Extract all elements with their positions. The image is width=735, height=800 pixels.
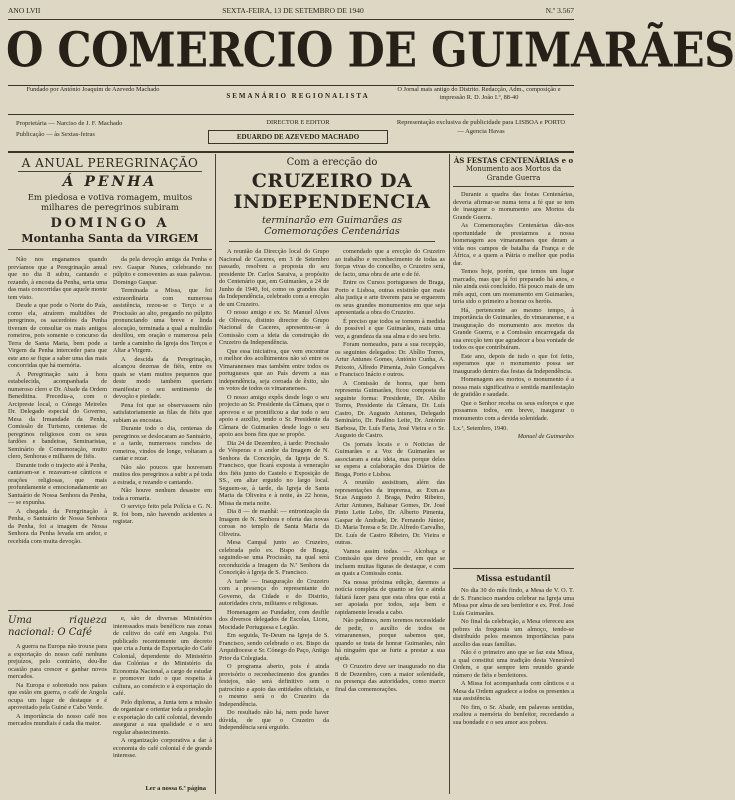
cruzeiro-paragraph: Dia 8 — de manhã: — entronização da Imagem de N. Senhora e oferta das novas coroas no templo de Santa Maria da Oliveira. <box>219 508 329 538</box>
director-box <box>208 118 388 144</box>
cruzeiro-paragraph: Homenagem ao Fundador, com desfile dos diversos delegados de Escolas, Liceu, Mocidade Portuguesa e Legião. <box>219 608 329 631</box>
penha-paragraph: A Peregrinação saiu à hora estabelecida, acompanhada de numeroso clero e Dr. Abade da Ordem Beneditina. Precedia-a, com o Arcipreste local, o Cónego Meireles Dr. Delegado especial do Governo, Mesa da Irmandade da Penha, Comissão de Turismo, centenas de peregrinos religiosos com os seus fardões e bandeiras, Seminaristas, Seminário de Comemoração, muito clero, Senhoras e milhares de fiéis. <box>8 370 107 460</box>
cruzeiro-body-right <box>335 248 445 733</box>
founder-note: Fundado por António Joaquim de Azevedo Machado <box>26 86 160 93</box>
coffee-body-right <box>113 615 212 761</box>
cruzeiro-body-left <box>219 248 329 733</box>
coffee-paragraph: A importância do nosso café nos mercados mundiais é cada dia maior. <box>8 712 107 727</box>
monument-paragraph: Homenagem aos mortos, o monumento é a nossa mais significativa e sentida manifestação de gratidão e saudade. <box>453 376 574 398</box>
penha-subhead: DOMINGO A <box>50 216 170 231</box>
cruzeiro-paragraph: Foram nomeados, para a sua recepção, os seguintes delegados: Dr. Abílio Torres, Artur Antunes Gomes, António Cunha, A. Peixoto, Alfredo Pimenta, João Gonçalves e Francisco Inácio e outros. <box>335 341 445 378</box>
issue-number: N.º 3.567 <box>545 6 574 15</box>
cruzeiro-paragraph: A reunião assistiram, além das representações da imprensa, as Exm.as Sr.as Augusto J. Braga, Pedro Ribeiro, Artur Antunes, Baltasar Gomes, Dr. José Pinto Leite Lobo, Dr. Alberto Pimenta, Gaspar de Andrade, Dr. Fernando Júnior, D. Maria Teresa e Sr. Dr. Alfredo Carvalho, Dr. Luís de Castro Ribeiro, Dr. Vieira e outras. <box>335 479 445 546</box>
missa-paragraph: Não é o primeiro ano que se faz esta Missa, a qual constitui uma tradição desta Venerável Ordem, e que sempre tem reunido grande número de fiéis e benfeitores. <box>453 649 574 679</box>
oldest-note: O Jornal mais antigo do Distrito. Redacção, Adm., composição e impressão R. D. João I.º, 88-40 <box>397 86 561 101</box>
missa-paragraph: A Missa foi acompanhada com cânticos e a Mesa da Ordem agradece a todos os presentes a sua assistência. <box>453 680 574 702</box>
cruzeiro-paragraph: A Comissão de honra, que bem representa Guimarães, ficou composta da seguinte forma: Presidente, Dr. Abílio Torres, Presidente da Câmara, Dr. Luís Castro, Dr. Augusto Antunes, Delegado Seminário, Dr. Paulino Leite, Dr. António Barbosa, Dr. Luís Faria, José Vieira e o Sr. Augusto de Castro. <box>335 379 445 439</box>
director-label: DIRECTOR E EDITOR <box>266 119 330 126</box>
penha-paragraph: A descida da Peregrinação, alcançou dezenas de fiéis, entre os quais se viam muitos pequenos que deste modo também queriam manifestar o seu sentimento de devoção e piedade. <box>113 355 212 400</box>
penha-paragraph: Terminada a Missa, que foi extraordinária com numerosa assistência, rezou-se o Terço e a Procissão ao alto, pregando no púlpito pronunciando uma breve e linda alocução, terminada a qual a multidão desfilou, em oração e numerosa pela tarde a caminho da Igreja dos Terços e Altar a Virgem. <box>113 287 212 354</box>
cruzeiro-kicker: Com a erecção do <box>286 157 378 168</box>
director-name: EDUARDO DE AZEVEDO MACHADO <box>208 130 388 144</box>
cruzeiro-paragraph: O Cruzeiro deve ser inaugurado no dia 8 de Dezembro, com a maior solenidade, na presença das autoridades, como marco final das comemorações. <box>335 663 445 693</box>
penha-paragraph: Não são poucos que houveram muitos dos peregrinos a subir a pé toda a estrada, e rezando e cantando. <box>113 463 212 486</box>
coffee-paragraph: A guerra na Europa não trouxe para a exportação do nosso café nenhuns prejuízos, pelo contrário, deu-lhe ocasião para crescer e ganhar novos mercados. <box>8 643 107 680</box>
coffee-paragraph: A organização corporativa a dar à economia do café colonial é de grande interesse. <box>113 737 212 759</box>
monument-paragraph: Que o Senhor receba os seus esforços e que possamos todos, em breve, inaugurar o monumento com a devida solenidade. <box>453 399 574 422</box>
cruzeiro-paragraph: comendado que a erecção do Cruzeiro ao trabalho e reconhecimento de todas as forças vivas do concelho, o Cruzeiro será, de facto, uma obra de arte e de fé. <box>335 248 445 278</box>
monument-paragraph: Há, pertencente ao mesmo tempo, à importância do Guimarães, do vimaranense, e a inauguração do monumento aos mortos da Grande Guerra, e a Comissão encarregada da sua erecção tem que agradecer a boa vontade de todos os que contribuíram. <box>453 306 574 351</box>
cruzeiro-paragraph: É preciso que todos se tornem à medida do possível e que Guimarães, mais uma vez, a grandeza da sua alma e do seu brio. <box>335 317 445 340</box>
penha-paragraph: da pela devoção amiga da Penha e rev. Gaspar Nunes, celebrando no púlpito e comoventes as suas palavras. Domingo Gaspar. <box>113 256 212 286</box>
ads-info: Representação exclusiva de publicidade para LISBOA e PORTO — Agencia Havas <box>396 119 566 135</box>
coffee-paragraph: Na Europa e sobretudo nos países que estão em guerra, o café de Angola ocupa um lugar de destaque e é aproveitado pela Guiné e Cabo Verde. <box>8 681 107 711</box>
cruzeiro-paragraph: Entre os Cursos portugueses de Braga, Porto e Lisboa, outras existirão que mais alta justiça e arte tiverem para se erguerem os seus grandes monumentos em que seja apresentada a obra do Cruzeiro. <box>335 279 445 316</box>
coffee-headline: Uma riqueza nacional: O Café <box>8 615 107 638</box>
penha-paragraph: A chegada da Peregrinação à Penha, o Santuário de Nossa Senhora da Penha, foi a imagem de Nossa Senhora da Penha levada em andor, e recebida com muita devoção. <box>8 507 107 545</box>
divider <box>8 114 574 115</box>
cruzeiro-paragraph: Mesa Campal junto ao Cruzeiro, celebrada pelo ex. Bispo de Braga, seguindo-se uma Procissão, na qual será reconduzida a Imagem da N.ª Senhora da Conceição à Igreja de S. Francisco. <box>219 539 329 576</box>
year-label: ANO LVII <box>8 6 41 15</box>
masthead-title: O COMERCIO DE GUIMARÃES <box>6 23 735 79</box>
cruzeiro-paragraph: Do resultado não há, nem pode haver dúvida, de que o Cruzeiro da Independência será erguido. <box>219 709 329 731</box>
penha-paragraph: Pena foi que se observassem não satisfatoriamente as filas de fiéis que subiam as encostas. <box>113 401 212 424</box>
penha-body-left <box>8 256 107 546</box>
cruzeiro-paragraph: Não pedimos, nem teremos necessidade de pedir, o auxílio de todos os vimaranenses, porque sabemos que, quando se trata de honrar Guimarães, não há ninguém que se furte a prestar a sua ajuda. <box>335 617 445 662</box>
missa-headline: Missa estudantil <box>476 573 551 583</box>
owner-line: Proprietária — Narciso de J. F. Machado <box>16 120 123 127</box>
penha-body-columns <box>8 256 212 546</box>
paper-subtitle: SEMANÁRIO REGIONALISTA <box>226 92 370 100</box>
penha-paragraph: Durante todo o dia, centenas de peregrinos se deslocaram ao Santuário, e a tarde, numerosos ranchos de romeiros, vindos de longe, voltaram a cantar e rezar. <box>113 425 212 462</box>
cruzeiro-paragraph: Vamos assim todas. — Alcobaça e Comissão que deve presidir, em que se incluem muitas figuras de destaque, e com as quais a Comissão conta. <box>335 547 445 577</box>
cruzeiro-article <box>219 154 445 794</box>
monument-paragraph: As Comemorações Centenárias dão-nos oportunidade de prestarmos a nossa homenagem aos vimaranenses que deram a vida nos campos de batalha da França e de África, e a quem a Pátria o melhor que podia dar. <box>453 222 574 267</box>
coffee-body-left <box>8 615 107 761</box>
penha-paragraph: Não nos enganamos quando prevíamos que a Peregrinação anual que no dia 8 subiu, cantando e rezando, à encosta da Penha, seria uma das mais concorridas que aquele monte tem visto. <box>8 256 107 301</box>
column-rule <box>215 154 216 794</box>
divider <box>8 151 574 153</box>
monument-paragraph: Durante a quadra das festas Centenárias, deveria afirmar-se numa terra a fé que se tem de inaugurar o monumento aos Mortos da Grande Guerra. <box>453 191 574 221</box>
coffee-paragraph: e, são de diversas Ministérios interessados mais benéficos nas zonas de cultivo do café em Angola. Foi publicado recentemente um decreto que cria a Junta de Exportação do Café Colonial, dependente do Ministério das Colónias e do Ministério da Economia Nacional, a cargo de estudar e promover tudo o que respeita à cultura, ao comércio e à exportação do café. <box>113 615 212 697</box>
monument-paragraph: Temos hoje, porém, que temos um lugar marcado, mas que já foi preparado há anos, e não ainda está concluído. Há pouco mais de um mês aqui, com um monumento em Guimarães, teria sido o primeiro a honrar os heróis. <box>453 268 574 305</box>
monument-sign-date: Lx.ª, Setembro, 1940. <box>453 425 508 432</box>
monument-subhead: Monumento aos Mortos da Grande Guerra <box>453 165 574 187</box>
monument-signature: Manuel de Guimarães <box>517 432 574 440</box>
penha-paragraph: Não houve nenhum desastre em toda a romaria. <box>113 487 212 502</box>
cruzeiro-paragraph: Dia 24 de Dezembro, à tarde: Procissão de Vésperas e o andor da Imagem de N. Senhora da Conceição, da Igreja de S. Francisco, que ficará exposta à veneração dos fiéis junto do Castelo e Exposição de SS., em altar erguido no largo local. Seguem-se, à tarde, da Igreja de Santa Maria da Oliveira e à noite, às 22 horas, Missa da meia noite. <box>219 439 329 507</box>
publisher-info <box>16 118 176 140</box>
penha-deck: Em piedosa e votiva romagem, muitos milhares de peregrinos subiram <box>27 193 193 213</box>
penha-paragraph: Desde a que pode o Norte do País, como ela, atraírem multidões de peregrinos, os sacerdotes da Penha tiveram de consultar os mais antigos romeiros, pois somente o concurso da Terra de Santa Maria, bem pode a Virgem da Penha interceder para que este ano se fique a saber uma das mais concorridas que há memória. <box>8 302 107 369</box>
date-label: SEXTA-FEIRA, 13 DE SETEMBRO DE 1940 <box>222 6 364 15</box>
missa-paragraph: No final da celebração, a Mesa ofereceu aos pobres da freguesia um almoço, tendo-se distribuído pelos mesmos importâncias para auxílio das suas famílias. <box>453 618 574 648</box>
published-line: Publicação — às Sextas-feiras <box>16 131 95 138</box>
cruzeiro-headline: CRUZEIRO DA INDEPENDENCIA <box>233 170 431 213</box>
cruzeiro-paragraph: A reunião da Direcção local do Grupo Nacional de Caceres, em 3 de Setembro passado, resolveu a proposta do seu presidente Dr. Carlos Saraiva, a propósito do Centenário que, em Guimarães, a 24 de Junho de 1940, foi, como os grandes dias da Independência, celebrado com a erecção de um Cruzeiro. <box>219 248 329 308</box>
cruzeiro-deck: terminarão em Guimarães as Comemorações Centenárias <box>229 215 435 242</box>
cruzeiro-paragraph: A tarde — Inauguração do Cruzeiro com a presença do representante do Governo, da Cidade e do Distrito, autoridades civis, militares e religiosas. <box>219 577 329 607</box>
penha-subhead-2: Montanha Santa da VIRGEM <box>8 232 212 250</box>
penha-headline: Á PENHA <box>62 174 158 190</box>
cruzeiro-paragraph: Que essa iniciativa, que vem encontrar o melhor dos acolhimentos não só entre os Vimaranenses mas também entre todos os portugueses que ao País devem a sua independência, seja coroada de êxito, são os votos de todos os vimaranenses. <box>219 347 329 392</box>
cruzeiro-paragraph: O nosso amigo expôs desde logo o seu projecto ao Sr. Presidente da Câmara, que o aprovou e se prontificou a dar todo o seu apoio e auxílio, tendo o Sr. Presidente da Câmara de Guimarães desde logo o seu apoio aos bons fins que se propõe. <box>219 393 329 438</box>
missa-paragraph: No dia 30 do mês findo, a Mesa de V. O. T. de S. Francisco mandou celebrar na Igreja uma Missa por alma de seu benfeitor e ex. Prof. José Luís Guimarães. <box>453 587 574 617</box>
cruzeiro-paragraph: Os jornais locais e o Noticias de Guimarães e a Voz de Guimarães se associaram a esta ideia, mas porque deles se espera a colaboração dos Diários de Braga, Porto e Lisboa. <box>335 440 445 478</box>
coffee-body-columns <box>8 615 212 761</box>
cruzeiro-paragraph: O programa aberto, pois é ainda provisório o reconhecimento dos grandes festejos, não será definitivo sem o patrocínio e apoio das entidades oficiais, e o mesmo será o do Cruzeiro da Independência. <box>219 663 329 708</box>
penha-body-right <box>113 256 212 546</box>
missa-article <box>453 568 574 796</box>
cruzeiro-body-columns <box>219 248 445 733</box>
cruzeiro-paragraph: Em seguida, Te-Deum na Igreja de S. Francisco, sendo celebrado o ex. Bispo da Arquidiocese e Sr. Cónego do Paço, Antigo Prior da Colegiada. <box>219 632 329 662</box>
missa-paragraph: No fim, o Sr. Abade, em palavras sentidas, exaltou a memória do benfeitor, recordando a sua bondade e o seu amor aos pobres. <box>453 703 574 726</box>
coffee-continued: Ler a nossa 6.ª página <box>145 784 206 792</box>
cruzeiro-paragraph: O nosso amigo e ex. Sr. Manuel Alves de Oliveira, distinto director do Grupo Nacional de Caceres, apresentou-se à Comissão com a ideia da construção do Cruzeiro da Independência. <box>219 309 329 346</box>
monument-paragraph: Este ano, depois de tudo o que foi feito, esperamos que o monumento possa ser inaugurado dentro das festas da Independência. <box>453 352 574 375</box>
column-rule <box>449 154 450 794</box>
cruzeiro-paragraph: Na nossa próxima edição, daremos a notícia completa de quanto se fez e ainda faltará fazer para que esta obra que está a ser apoiada por todos, seja bem e rapidamente levada a cabo. <box>335 578 445 616</box>
penha-paragraph: Durante todo o trajecto até à Penha, cantavam-se e rezavam-se cânticos e orações religiosas, que mais profundamente e emocionadamente ao Santuário de Nossa Senhora da Penha, — se expunha. <box>8 461 107 506</box>
penha-paragraph: O serviço feito pela Polícia e G. N. R. foi bom, não havendo acidentes a registar. <box>113 503 212 525</box>
coffee-article <box>8 610 212 796</box>
penha-kicker: A ANUAL PEREGRINAÇÃO <box>18 156 202 172</box>
coffee-paragraph: Pelo diploma, a Junta tem a missão de organizar e orientar toda a produção e exportação do café colonial, devendo assegurar a sua qualidade e o seu regular abastecimento. <box>113 698 212 736</box>
info-band <box>8 116 574 150</box>
monument-kicker: ÀS FESTAS CENTENÁRIAS e o <box>453 156 574 165</box>
subtitle-band <box>8 86 574 112</box>
